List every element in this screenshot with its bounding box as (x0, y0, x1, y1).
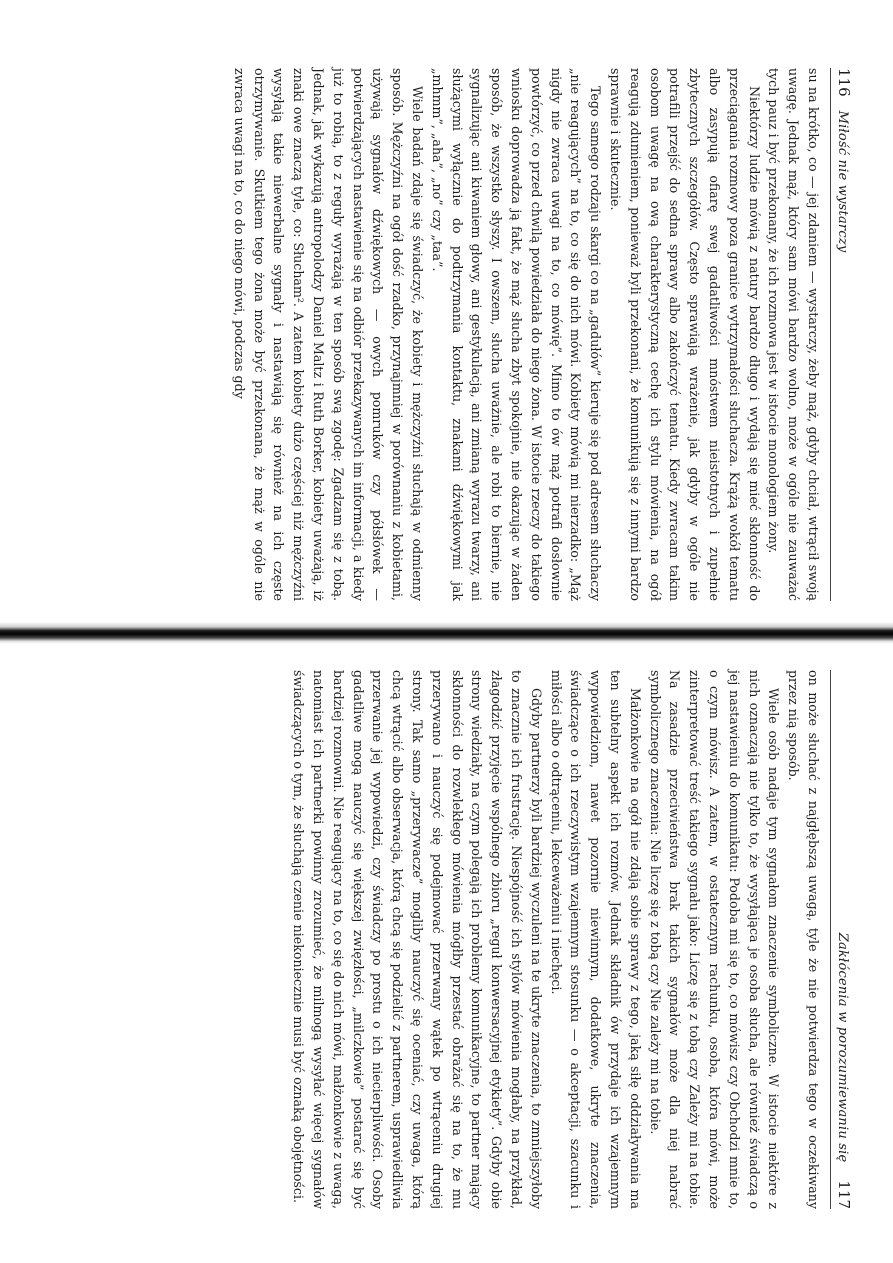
paragraph: Gdyby partnerzy byli bardziej wyczuleni na te ukryte znaczenia, to zmniejszyłoby to znacznie ich frustrację. Niespójność ich stylów mówienia mogłaby, na przykład, złagodzić przyjęcie wspólnego zbioru „reguł konwersacyjnej etykiety”. Gdyby obie strony wiedziały, na czym polegają ich problemy komunikacyjne, to partner mający skłonności do rozwlekłego mówienia mógłby przestać obrażać się na to, że mu przerywano i nauczyć się podejmować przerwany wątek po wtrąceniu drugiej strony. Tak samo „przerywacze” mogliby nauczyć się oceniać, czy uwaga, którą chcą wtrącić albo obserwacja, którą chcą się podzielić z partnerem, usprawiedliwia przerwanie jej wypowiedzi, czy świadczy po prostu o ich niecierpliwości. Osoby gadatliwe mogą nauczyć się większej zwięzłości, „milczkowie” postarać się być bardziej rozmowni. Nie reagujący na to, co się do nich mówi, małżonkowie z uwagą, natomiast ich partnerki powinny zrozumieć, że milmogą wysyłać więcej sygnałów świadczących o tym, że słuchają czenie niekoniecznie musi być oznaką obojętności. (291, 670, 544, 1209)
page-number: 117 (835, 1180, 853, 1209)
left-page (0, 0, 893, 625)
left-page-header (830, 68, 853, 601)
paragraph: Tego samego rodzaju skargi co na „gadułów” kieruje się pod adresem słuchaczy „nie reagujących” na to, co się do nich mówi. Kobiety mówią mi nierzadko: „Mąż nigdy nie zwraca uwagi na to, co mówię”. Mimo to ów mąż potrafi dosłownie powtórzyć, co przed chwilą powiedziała do niego żona. W istocie rzeczy do takiego wniosku doprowadza ją fakt, że mąż słucha zbyt spokojnie, nie okazując w żaden sposób, że wszystko słyszy. I owszem, słucha uważnie, ale robi to biernie, nie sygnalizując ani kiwaniem głowy, ani gestykulacją, ani zmianą wyrazu twarzy, ani służącymi wyłącznie do podtrzymania kontaktu, znakami dźwiękowymi jak „mhmm”, „aha”, „no” czy „taa”. (429, 68, 604, 601)
paragraph: Wiele osób nadaje tym sygnałom znaczenie symboliczne. W istocie niektóre z nich oznaczają nie tylko to, że wysyłająca je osoba słucha, ale również świadczą o jej nastawieniu do komunikatu: Podoba mi się to, co mówisz czy Obchodzi mnie to, o czym mówisz. A zatem, w ostatecznym rachunku, osoba, która mówi, może zinterpretować treść takiego sygnału jako: Liczę się z tobą czy Zależy mi na tobie. Na zasadzie przeciwieństwa brak takich sygnałów może dla niej nabrać symbolicznego znaczenia: Nie liczę się z tobą czy Nie zależy mi na tobie. (647, 670, 782, 1209)
paragraph: on może słuchać z najgłębszą uwagą, tyle że nie potwierdza tego w oczekiwany przez nią sposób. (786, 670, 821, 1209)
paragraph: Małżonkowie na ogół nie zdają sobie sprawy z tego, jaką siłę oddziaływania ma ten subtelny aspekt ich rozmów. Jednak składnik ów przydaje ich wzajemnym wypowiedziom, nawet pozornie niewinnym, dodatkowe, ukryte znaczenia, świadczące o ich rzeczywistym wzajemnym stosunku — o akceptacji, szacunku i miłości albo o odtrąceniu, lekceważeniu i niechęci. (548, 670, 643, 1209)
paragraph: Niektórzy ludzie mówią z natury bardzo długo i wydają się mieć skłonność do przeciągania rozmowy poza granice wytrzymałości słuchacza. Krążą wokół tematu albo zasypują ofiarę swej gadatliwości mnóstwem nieistotnych i zupełnie zbytecznych szczegółów. Często sprawiają wrażenie, jak gdyby w ogóle nie potrafili przejść do sedna sprawy albo zakończyć tematu. Kiedy zwracam takim osobom uwagę na ową charakterystyczną cechę ich stylu mówienia, na ogół reagują zdumieniem, ponieważ byli przekonani, że komunikują się z innymi bardzo sprawnie i skutecznie. (608, 68, 762, 601)
paragraph: su na krótko, co — jej zdaniem — wystarczy, żeby mąż, gdyby chciał, wtrącił swoją uwagę. Jednak mąż, który sam mówi bardzo wolno, może w ogóle nie zauważać tych pauz i być przekonany, że ich rozmowa jest w istocie monologiem żony. (766, 68, 821, 601)
running-title: Miłość nie wystarczy (835, 110, 850, 253)
right-page (0, 640, 893, 1263)
running-title: Zakłócenia w porozumiewaniu się (835, 932, 850, 1163)
right-page-header (830, 670, 853, 1209)
page-number: 116 (835, 68, 853, 97)
paragraph: Wiele badań zdaje się świadczyć, że kobiety i mężczyźni słuchają w odmienny sposób. Mężczyźni na ogół dość rzadko, przynajmniej w porównaniu z kobietami, używają sygnałów dźwiękowych — owych pomruków czy półsłówek — potwierdzających nastawienie się na odbiór przekazywanych im informacji, a kiedy już to robią, to z reguły wyrażają w ten sposób swą zgodę: Zgadzam się z tobą. Jednak, jak wykazują antropolodzy Daniel Maltz i Ruth Borker, kobiety uważają, iż znaki owe znaczą tyle, co: Słucham². A zatem kobiety dużo częściej niż mężczyźni wysyłają takie niewerbalne sygnały i nastawiają się również na ich częste otrzymywanie. Skutkiem tego żona może być przekonana, że mąż w ogóle nie zwraca uwagi na to, co do niego mówi, podczas gdy (231, 68, 426, 601)
